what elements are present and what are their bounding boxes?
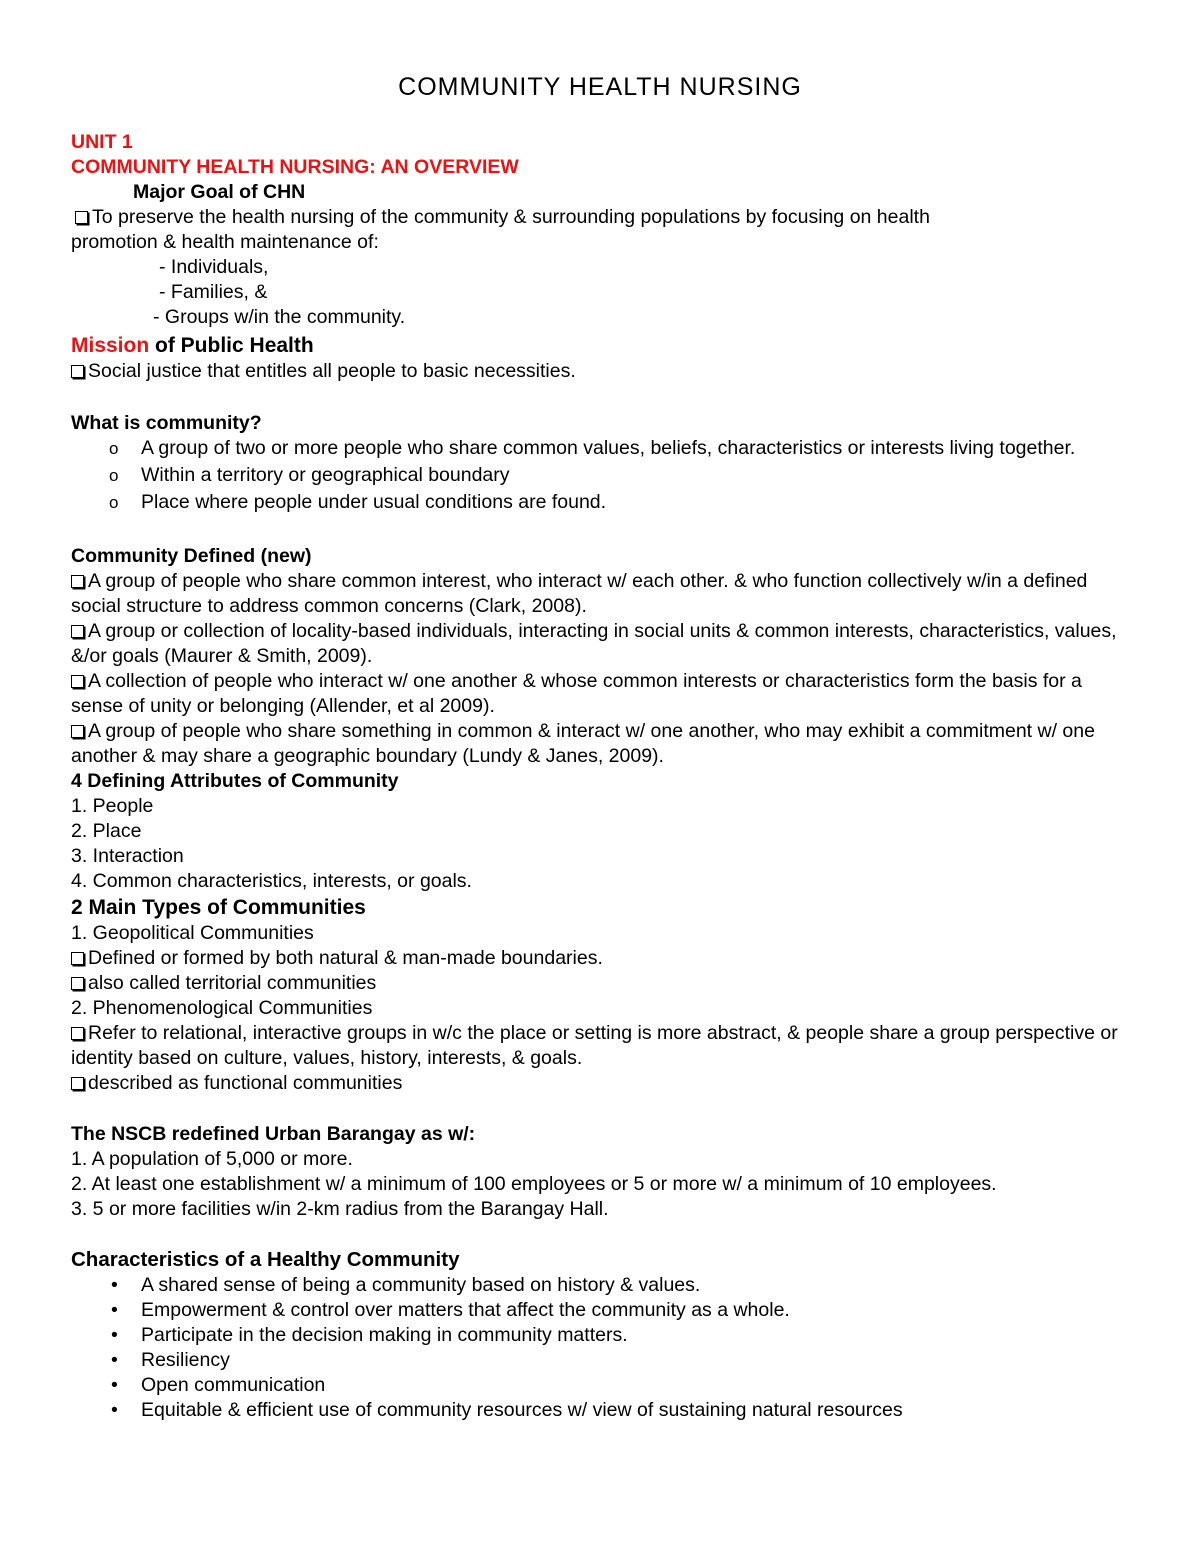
major-goal-heading: Major Goal of CHN [133, 181, 306, 203]
defined-item: A collection of people who interact w/ one another & whose common interests or characteristics form the basis for a sense of unity or belonging (Allender, et al 2009). [71, 670, 1082, 717]
nscb-item: 2. At least one establishment w/ a minimum of 100 employees or 5 or more w/ a minimum of 10 employees. [71, 1173, 997, 1195]
document-title: COMMUNITY HEALTH NURSING [398, 73, 802, 101]
geo-item: also called territorial communities [71, 971, 1131, 996]
checkbox-bullet-icon [71, 1077, 84, 1090]
nscb-heading: The NSCB redefined Urban Barangay as w/: [71, 1123, 476, 1145]
attribute-item: 3. Interaction [71, 845, 184, 867]
nscb-item: 1. A population of 5,000 or more. [71, 1148, 353, 1170]
checkbox-bullet-icon [71, 977, 84, 990]
circle-bullet-icon: o [109, 466, 119, 485]
checkbox-bullet-icon [71, 365, 84, 378]
checkbox-bullet-icon [71, 675, 84, 688]
major-goal-text-2: promotion & health maintenance of: [71, 231, 379, 253]
geo-title: 1. Geopolitical Communities [71, 922, 314, 944]
list-item: • Empowerment & control over matters that affect the community as a whole. [111, 1299, 790, 1321]
dot-bullet-icon: • [111, 1324, 118, 1346]
healthy-heading: Characteristics of a Healthy Community [71, 1248, 460, 1271]
defined-item: A group or collection of locality-based individuals, interacting in social units & common interests, characteristics, values, &/or goals (Maurer & Smith, 2009). [71, 620, 1117, 667]
defined-heading: Community Defined (new) [71, 545, 312, 567]
mission-word: Mission [71, 334, 150, 357]
list-item: • A shared sense of being a community based on history & values. [111, 1274, 701, 1296]
checkbox-bullet-icon [71, 575, 84, 588]
major-goal-text-1: To preserve the health nursing of the community & surrounding populations by focusing on health [71, 205, 1131, 230]
phen-item: Refer to relational, interactive groups in w/c the place or setting is more abstract, & people share a group perspective or identity based on culture, values, history, interests, & goals. [71, 1022, 1118, 1069]
list-item: o Within a territory or geographical boundary [109, 464, 510, 486]
attribute-item: 4. Common characteristics, interests, or goals. [71, 870, 472, 892]
list-item: • Open communication [111, 1374, 326, 1396]
list-item: • Resiliency [111, 1349, 230, 1371]
unit-label: UNIT 1 [71, 131, 133, 153]
checkbox-bullet-icon [71, 952, 84, 965]
checkbox-bullet-icon [71, 625, 84, 638]
dot-bullet-icon: • [111, 1349, 118, 1371]
goal-item-individuals: - Individuals, [159, 256, 269, 278]
attribute-item: 2. Place [71, 820, 142, 842]
phen-title: 2. Phenomenological Communities [71, 997, 373, 1019]
list-item: • Equitable & efficient use of community resources w/ view of sustaining natural resources [111, 1399, 903, 1421]
list-item: o Place where people under usual conditions are found. [109, 491, 607, 513]
dot-bullet-icon: • [111, 1274, 118, 1296]
what-is-list [71, 436, 1131, 515]
checkbox-bullet-icon [75, 211, 88, 224]
circle-bullet-icon: o [109, 439, 119, 458]
nscb-item: 3. 5 or more facilities w/in 2-km radius from the Barangay Hall. [71, 1198, 609, 1220]
attribute-item: 1. People [71, 795, 154, 817]
phen-item: described as functional communities [71, 1071, 1131, 1096]
goal-item-families: - Families, & [159, 281, 268, 303]
dot-bullet-icon: • [111, 1374, 118, 1396]
mission-text: Social justice that entitles all people to basic necessities. [71, 359, 1131, 384]
unit-title: COMMUNITY HEALTH NURSING: AN OVERVIEW [71, 156, 519, 178]
checkbox-bullet-icon [71, 1027, 84, 1040]
document-body [71, 130, 1131, 1423]
checkbox-bullet-icon [71, 725, 84, 738]
circle-bullet-icon: o [109, 493, 119, 512]
defined-item: A group of people who share something in common & interact w/ one another, who may exhibit a commitment w/ one another & may share a geographic boundary (Lundy & Janes, 2009). [71, 720, 1095, 767]
goal-item-groups: - Groups w/in the community. [153, 306, 406, 328]
healthy-list [71, 1273, 1131, 1423]
mission-heading: Mission of Public Health [71, 334, 314, 357]
what-is-heading: What is community? [71, 412, 262, 434]
list-item: • Participate in the decision making in community matters. [111, 1324, 628, 1346]
attributes-heading: 4 Defining Attributes of Community [71, 770, 399, 792]
dot-bullet-icon: • [111, 1299, 118, 1321]
defined-item: A group of people who share common interest, who interact w/ each other. & who function collectively w/in a defined social structure to address common concerns (Clark, 2008). [71, 570, 1088, 617]
geo-item: Defined or formed by both natural & man-made boundaries. [71, 946, 1131, 971]
list-item: o A group of two or more people who share common values, beliefs, characteristics or interests living together. [109, 437, 1076, 459]
types-heading: 2 Main Types of Communities [71, 896, 366, 919]
dot-bullet-icon: • [111, 1399, 118, 1421]
